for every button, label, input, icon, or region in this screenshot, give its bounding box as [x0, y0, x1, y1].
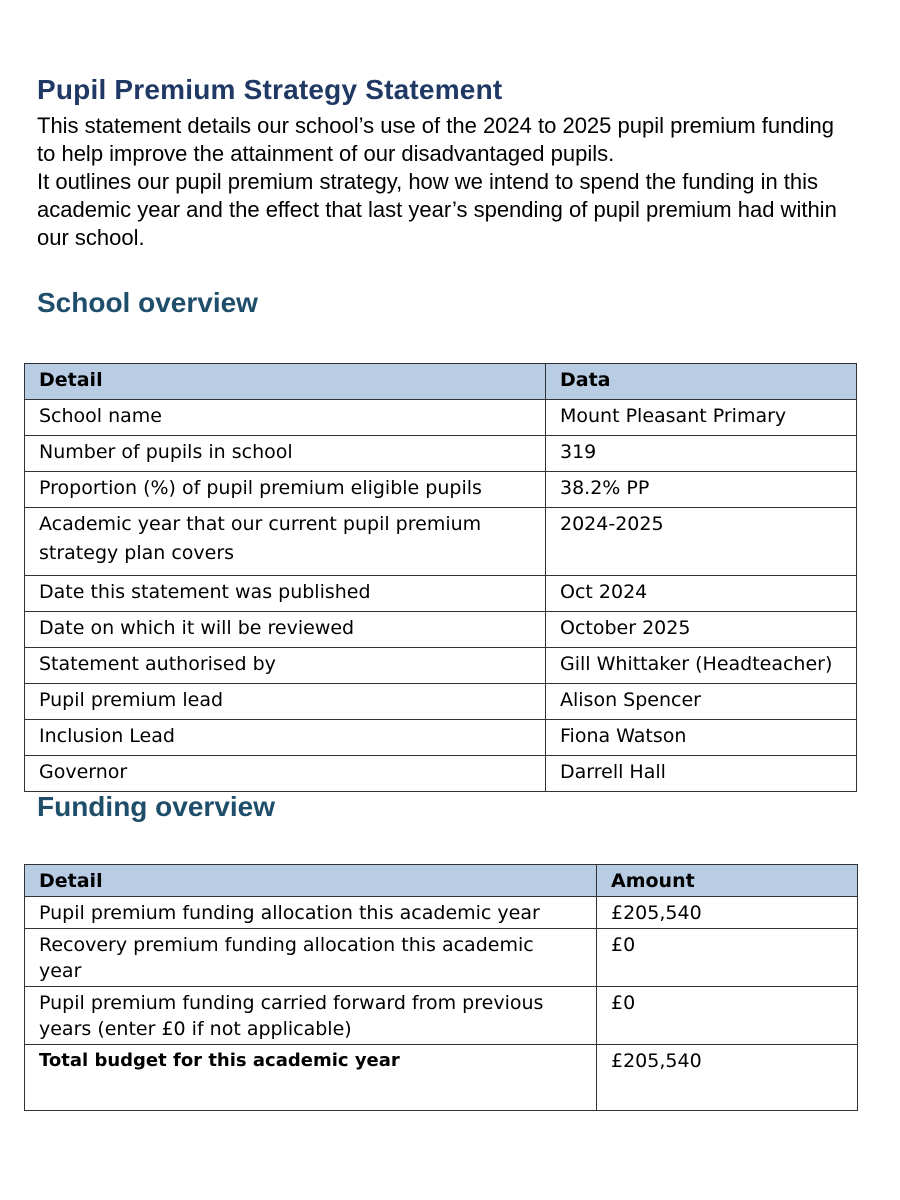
detail-cell: Governor — [25, 756, 546, 792]
detail-cell: Statement authorised by — [25, 648, 546, 684]
detail-cell: Inclusion Lead — [25, 720, 546, 756]
table-row — [25, 508, 857, 576]
school-overview-table — [24, 363, 857, 792]
page-title: Pupil Premium Strategy Statement — [37, 74, 503, 105]
data-cell: Darrell Hall — [546, 756, 857, 792]
table-row — [25, 987, 858, 1045]
detail-cell: Proportion (%) of pupil premium eligible pupils — [25, 472, 546, 508]
data-cell: Oct 2024 — [546, 576, 857, 612]
table-row — [25, 648, 857, 684]
column-header-data: Data — [546, 364, 857, 400]
detail-cell: Date this statement was published — [25, 576, 546, 612]
detail-cell: Pupil premium funding carried forward from previous years (enter £0 if not applicable) — [25, 987, 597, 1045]
column-header-detail: Detail — [25, 364, 546, 400]
intro-line: our school. — [37, 225, 145, 250]
table-row — [25, 897, 858, 929]
data-cell: Mount Pleasant Primary — [546, 400, 857, 436]
table-row — [25, 756, 857, 792]
intro-line: academic year and the effect that last year’s spending of pupil premium had within — [37, 197, 837, 222]
funding-overview-heading: Funding overview — [37, 791, 276, 822]
detail-cell: Academic year that our current pupil premium strategy plan covers — [25, 508, 546, 576]
table-row — [25, 720, 857, 756]
detail-cell: Pupil premium funding allocation this academic year — [25, 897, 597, 929]
intro-line: It outlines our pupil premium strategy, how we intend to spend the funding in this — [37, 169, 819, 194]
table-row — [25, 436, 857, 472]
detail-cell: Date on which it will be reviewed — [25, 612, 546, 648]
detail-cell: School name — [25, 400, 546, 436]
data-cell: 319 — [546, 436, 857, 472]
detail-cell: Number of pupils in school — [25, 436, 546, 472]
amount-cell: £0 — [597, 929, 858, 987]
detail-cell: Pupil premium lead — [25, 684, 546, 720]
amount-cell: £205,540 — [597, 897, 858, 929]
intro-line: to help improve the attainment of our disadvantaged pupils. — [37, 141, 615, 166]
intro-paragraph — [37, 112, 887, 252]
table-header-row — [25, 865, 858, 897]
amount-cell: £205,540 — [597, 1045, 858, 1111]
column-header-detail: Detail — [25, 865, 597, 897]
table-header-row — [25, 364, 857, 400]
table-row — [25, 400, 857, 436]
total-row — [25, 1045, 858, 1111]
table-row — [25, 472, 857, 508]
table-row — [25, 929, 858, 987]
data-cell: Gill Whittaker (Headteacher) — [546, 648, 857, 684]
funding-overview-table — [24, 864, 858, 1111]
table-row — [25, 576, 857, 612]
data-cell: 38.2% PP — [546, 472, 857, 508]
data-cell: October 2025 — [546, 612, 857, 648]
school-overview-heading: School overview — [37, 287, 258, 318]
detail-cell: Recovery premium funding allocation this academic year — [25, 929, 597, 987]
table-row — [25, 612, 857, 648]
amount-cell: £0 — [597, 987, 858, 1045]
detail-cell: Total budget for this academic year — [25, 1045, 597, 1111]
intro-line: This statement details our school’s use of the 2024 to 2025 pupil premium funding — [37, 113, 834, 138]
data-cell: Fiona Watson — [546, 720, 857, 756]
column-header-amount: Amount — [597, 865, 858, 897]
data-cell: 2024-2025 — [546, 508, 857, 576]
data-cell: Alison Spencer — [546, 684, 857, 720]
table-row — [25, 684, 857, 720]
